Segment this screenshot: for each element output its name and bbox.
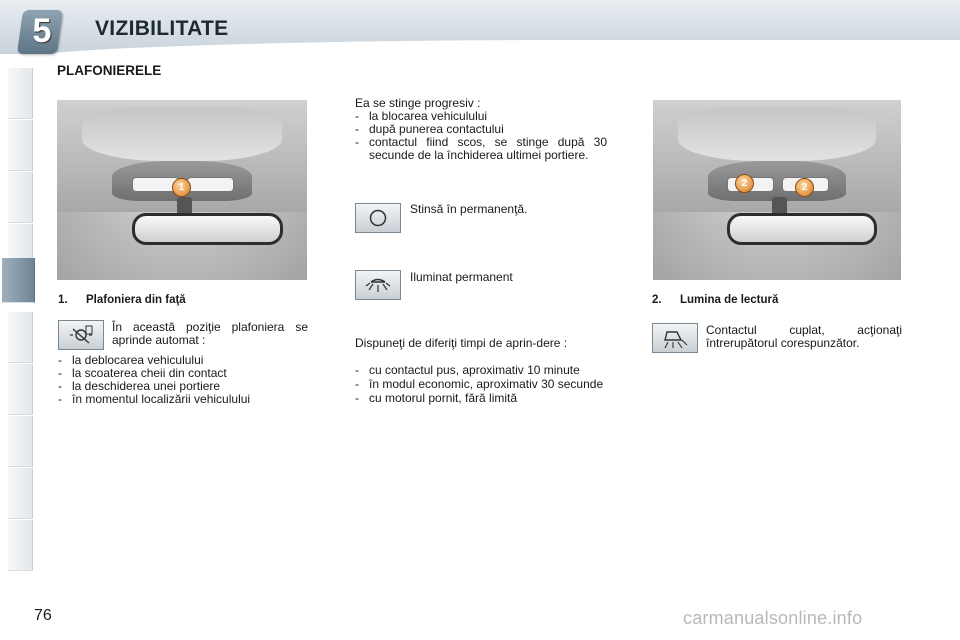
marker-1: 1	[172, 178, 191, 197]
side-tab[interactable]	[8, 520, 33, 571]
item-1-title: Plafoniera din faţă	[86, 294, 186, 306]
marker-2-right: 2	[795, 178, 814, 197]
item-1-number: 1.	[58, 294, 68, 306]
sun-visor	[678, 107, 876, 161]
lamp-on-icon	[355, 270, 401, 300]
section-title: PLAFONIERELE	[57, 63, 162, 78]
item-2-number: 2.	[652, 294, 662, 306]
list-item: - contactul fiind scos, se stinge după 30 secunde de la închiderea ultimei portiere.	[355, 136, 607, 162]
side-tab[interactable]	[8, 364, 33, 415]
list-item: - la scoaterea cheii din contact	[58, 367, 308, 380]
list-item: - la deblocarea vehiculului	[58, 354, 308, 367]
list-item: - în momentul localizării vehiculului	[58, 393, 308, 406]
chapter-side-tabs	[0, 68, 34, 574]
item-1-heading	[58, 294, 186, 306]
list-item: - în modul economic, aproximativ 30 secunde	[355, 378, 607, 391]
lamp-off-text: Stinsă în permanenţă.	[410, 202, 528, 216]
list-item: - cu motorul pornit, fără limită	[355, 392, 607, 405]
list-item: - la blocarea vehiculului	[355, 110, 607, 123]
page-number: 76	[34, 607, 52, 624]
timing-list	[355, 364, 607, 405]
reading-lamp-photo	[653, 100, 901, 280]
list-item: - cu contactul pus, aproximativ 10 minute	[355, 364, 607, 377]
item-2-heading	[652, 294, 778, 306]
marker-2-left: 2	[735, 174, 754, 193]
lamp-lens	[187, 177, 234, 192]
side-tab-active[interactable]	[2, 258, 35, 303]
list-item: - la deschiderea unei portiere	[58, 380, 308, 393]
chapter-title: VIZIBILITATE	[95, 17, 229, 40]
off-list	[355, 110, 607, 162]
reading-lamp-icon	[652, 323, 698, 353]
timing-intro: Dispuneţi de diferiţi timpi de aprin-dere :	[355, 336, 568, 350]
lamp-on-text: Iluminat permanent	[410, 270, 513, 284]
off-intro: Ea se stinge progresiv :	[355, 96, 481, 110]
rearview-mirror	[727, 213, 877, 244]
door-lamp-auto-icon	[58, 320, 104, 350]
chapter-number: 5	[32, 12, 52, 50]
side-tab[interactable]	[8, 120, 33, 171]
side-tab[interactable]	[8, 468, 33, 519]
item-2-title: Lumina de lectură	[680, 294, 779, 306]
side-tab[interactable]	[8, 68, 33, 119]
item-1-auto-list	[58, 354, 308, 406]
sun-visor	[82, 107, 282, 161]
side-tab[interactable]	[8, 416, 33, 467]
lamp-off-icon	[355, 203, 401, 233]
watermark: carmanualsonline.info	[683, 608, 863, 628]
item-2-text: Contactul cuplat, acţionaţi întrerupătorul corespunzător.	[706, 323, 902, 350]
side-tab[interactable]	[8, 172, 33, 223]
list-item: - după punerea contactului	[355, 123, 607, 136]
rearview-mirror	[132, 213, 283, 244]
front-lamp-photo	[57, 100, 307, 280]
item-1-auto-text: În această poziţie plafoniera se aprinde automat :	[112, 320, 308, 347]
side-tab[interactable]	[8, 312, 33, 363]
